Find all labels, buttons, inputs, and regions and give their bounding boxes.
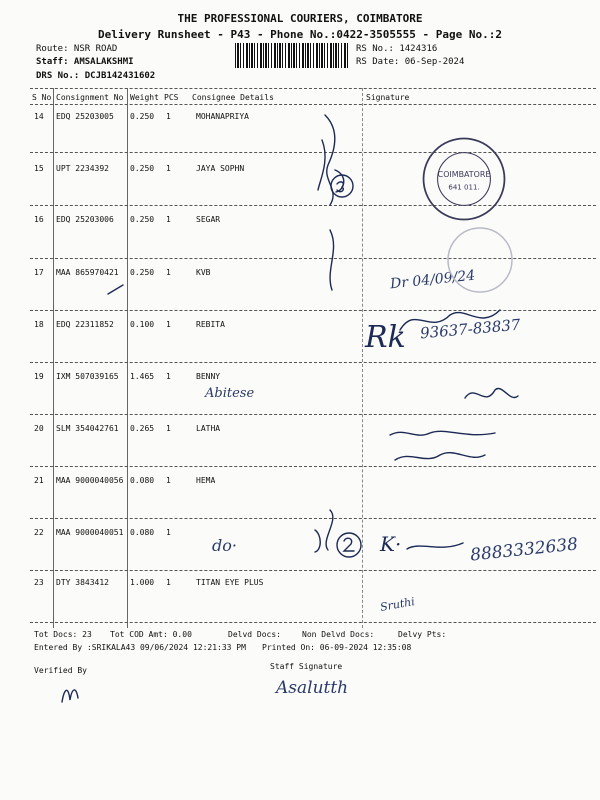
cell-consignee: KVB <box>196 268 211 277</box>
signature-scribble <box>395 300 505 340</box>
cell-weight: 0.250 <box>130 112 155 121</box>
rs-number: RS No.: 1424316 <box>356 44 438 54</box>
circled-mark-icon <box>328 172 356 200</box>
stamp-pin: 641 011. <box>448 182 480 192</box>
signature-row17: Dr 04/09/24 <box>389 267 476 293</box>
cell-consignee: LATHA <box>196 424 221 433</box>
cell-pcs: 1 <box>166 476 171 485</box>
staff-label: Staff: AMSALAKSHMI <box>36 57 134 67</box>
handwritten-mark: do· <box>212 536 237 555</box>
company-title: THE PROFESSIONAL COURIERS, COIMBATORE <box>177 12 423 25</box>
delivered-docs: Delvd Docs: <box>228 630 281 639</box>
cell-sno: 19 <box>34 372 44 381</box>
cell-sno: 20 <box>34 424 44 433</box>
cell-consignment: UPT 2234392 <box>56 164 109 173</box>
cell-weight: 0.250 <box>130 164 155 173</box>
non-delivered-docs: Non Delvd Docs: <box>302 630 375 639</box>
cell-consignee: SEGAR <box>196 215 221 224</box>
cell-pcs: 1 <box>166 528 171 537</box>
handwritten-phone-2: 8883332638 <box>469 534 579 566</box>
cell-weight: 0.250 <box>130 268 155 277</box>
handwritten-phone-1: 93637-83837 <box>419 315 522 343</box>
stamp-city: COIMBATORE <box>437 170 491 180</box>
cell-pcs: 1 <box>166 164 171 173</box>
divider <box>30 88 596 89</box>
cell-pcs: 1 <box>166 268 171 277</box>
tick-mark <box>105 282 127 298</box>
cell-weight: 1.465 <box>130 372 155 381</box>
cell-weight: 0.100 <box>130 320 155 329</box>
cell-consignment: EDQ 25203005 <box>56 112 114 121</box>
signature-row20 <box>385 425 505 470</box>
faded-stamp <box>440 225 520 295</box>
company-stamp <box>420 135 508 223</box>
cell-sno: 17 <box>34 268 44 277</box>
cell-consignee: TITAN EYE PLUS <box>196 578 264 587</box>
cell-consignment: DTY 3843412 <box>56 578 109 587</box>
column-rule <box>53 88 54 628</box>
cell-pcs: 1 <box>166 578 171 587</box>
divider <box>30 104 596 105</box>
signature-row18: Rk <box>365 320 406 355</box>
col-signature: Signature <box>366 93 410 102</box>
route-label: Route: NSR ROAD <box>36 44 118 54</box>
rs-date: RS Date: 06-Sep-2024 <box>356 57 465 67</box>
cell-consignment: IXM 507039165 <box>56 372 119 381</box>
verifier-signature <box>58 680 82 706</box>
signature-row23: Sruthi <box>379 595 416 614</box>
col-weight: Weight <box>130 93 159 102</box>
handwritten-note: Abitese <box>205 386 255 401</box>
cell-consignment: SLM 354042761 <box>56 424 119 433</box>
staff-signature-label: Staff Signature <box>270 662 343 671</box>
col-consignment: Consignment No <box>56 93 124 102</box>
cell-consignment: MAA 9000040056 <box>56 476 124 485</box>
cell-weight: 0.080 <box>130 528 155 537</box>
cell-consignment: EDQ 22311852 <box>56 320 114 329</box>
cell-sno: 21 <box>34 476 44 485</box>
cell-pcs: 1 <box>166 424 171 433</box>
column-rule <box>127 88 128 628</box>
circled-2-icon <box>334 530 364 560</box>
row-divider <box>30 622 596 623</box>
cell-sno: 18 <box>34 320 44 329</box>
cell-consignee: MOHANAPRIYA <box>196 112 249 121</box>
cell-weight: 0.080 <box>130 476 155 485</box>
col-pcs: PCS <box>164 93 179 102</box>
cell-sno: 22 <box>34 528 44 537</box>
verified-by-label: Verified By <box>34 666 87 675</box>
cell-consignment: EDQ 25203006 <box>56 215 114 224</box>
col-sno: S No <box>32 93 52 102</box>
runsheet-subtitle: Delivery Runsheet - P43 - Phone No.:0422-3505555 - Page No.:2 <box>98 28 502 41</box>
cell-consignee: HEMA <box>196 476 216 485</box>
cell-weight: 0.265 <box>130 424 155 433</box>
cell-weight: 0.250 <box>130 215 155 224</box>
barcode <box>235 43 348 68</box>
signature-row22-line <box>405 535 465 555</box>
entered-by: Entered By :SRIKALA43 09/06/2024 12:21:33 PM <box>34 643 246 652</box>
printed-on: Printed On: 06-09-2024 12:35:08 <box>262 643 412 652</box>
cell-pcs: 1 <box>166 320 171 329</box>
drs-number: DRS No.: DCJB142431602 <box>36 71 156 81</box>
cell-pcs: 1 <box>166 112 171 121</box>
delivery-points: Delvy Pts: <box>398 630 447 639</box>
cell-consignee: BENNY <box>196 372 221 381</box>
cell-sno: 14 <box>34 112 44 121</box>
cell-consignee: REBITA <box>196 320 225 329</box>
cell-sno: 16 <box>34 215 44 224</box>
cell-sno: 23 <box>34 578 44 587</box>
cell-pcs: 1 <box>166 372 171 381</box>
cell-consignment: MAA 9000040051 <box>56 528 124 537</box>
staff-signature: Asalutth <box>276 678 349 698</box>
col-consignee: Consignee Details <box>192 93 274 102</box>
total-cod-amount: Tot COD Amt: 0.00 <box>110 630 192 639</box>
total-docs: Tot Docs: 23 <box>34 630 92 639</box>
cell-sno: 15 <box>34 164 44 173</box>
cell-consignee: JAYA SOPHN <box>196 164 245 173</box>
signature-row19 <box>460 378 520 408</box>
cell-weight: 1.000 <box>130 578 155 587</box>
signature-row22: K· <box>380 532 402 556</box>
cell-consignment: MAA 865970421 <box>56 268 119 277</box>
cell-pcs: 1 <box>166 215 171 224</box>
